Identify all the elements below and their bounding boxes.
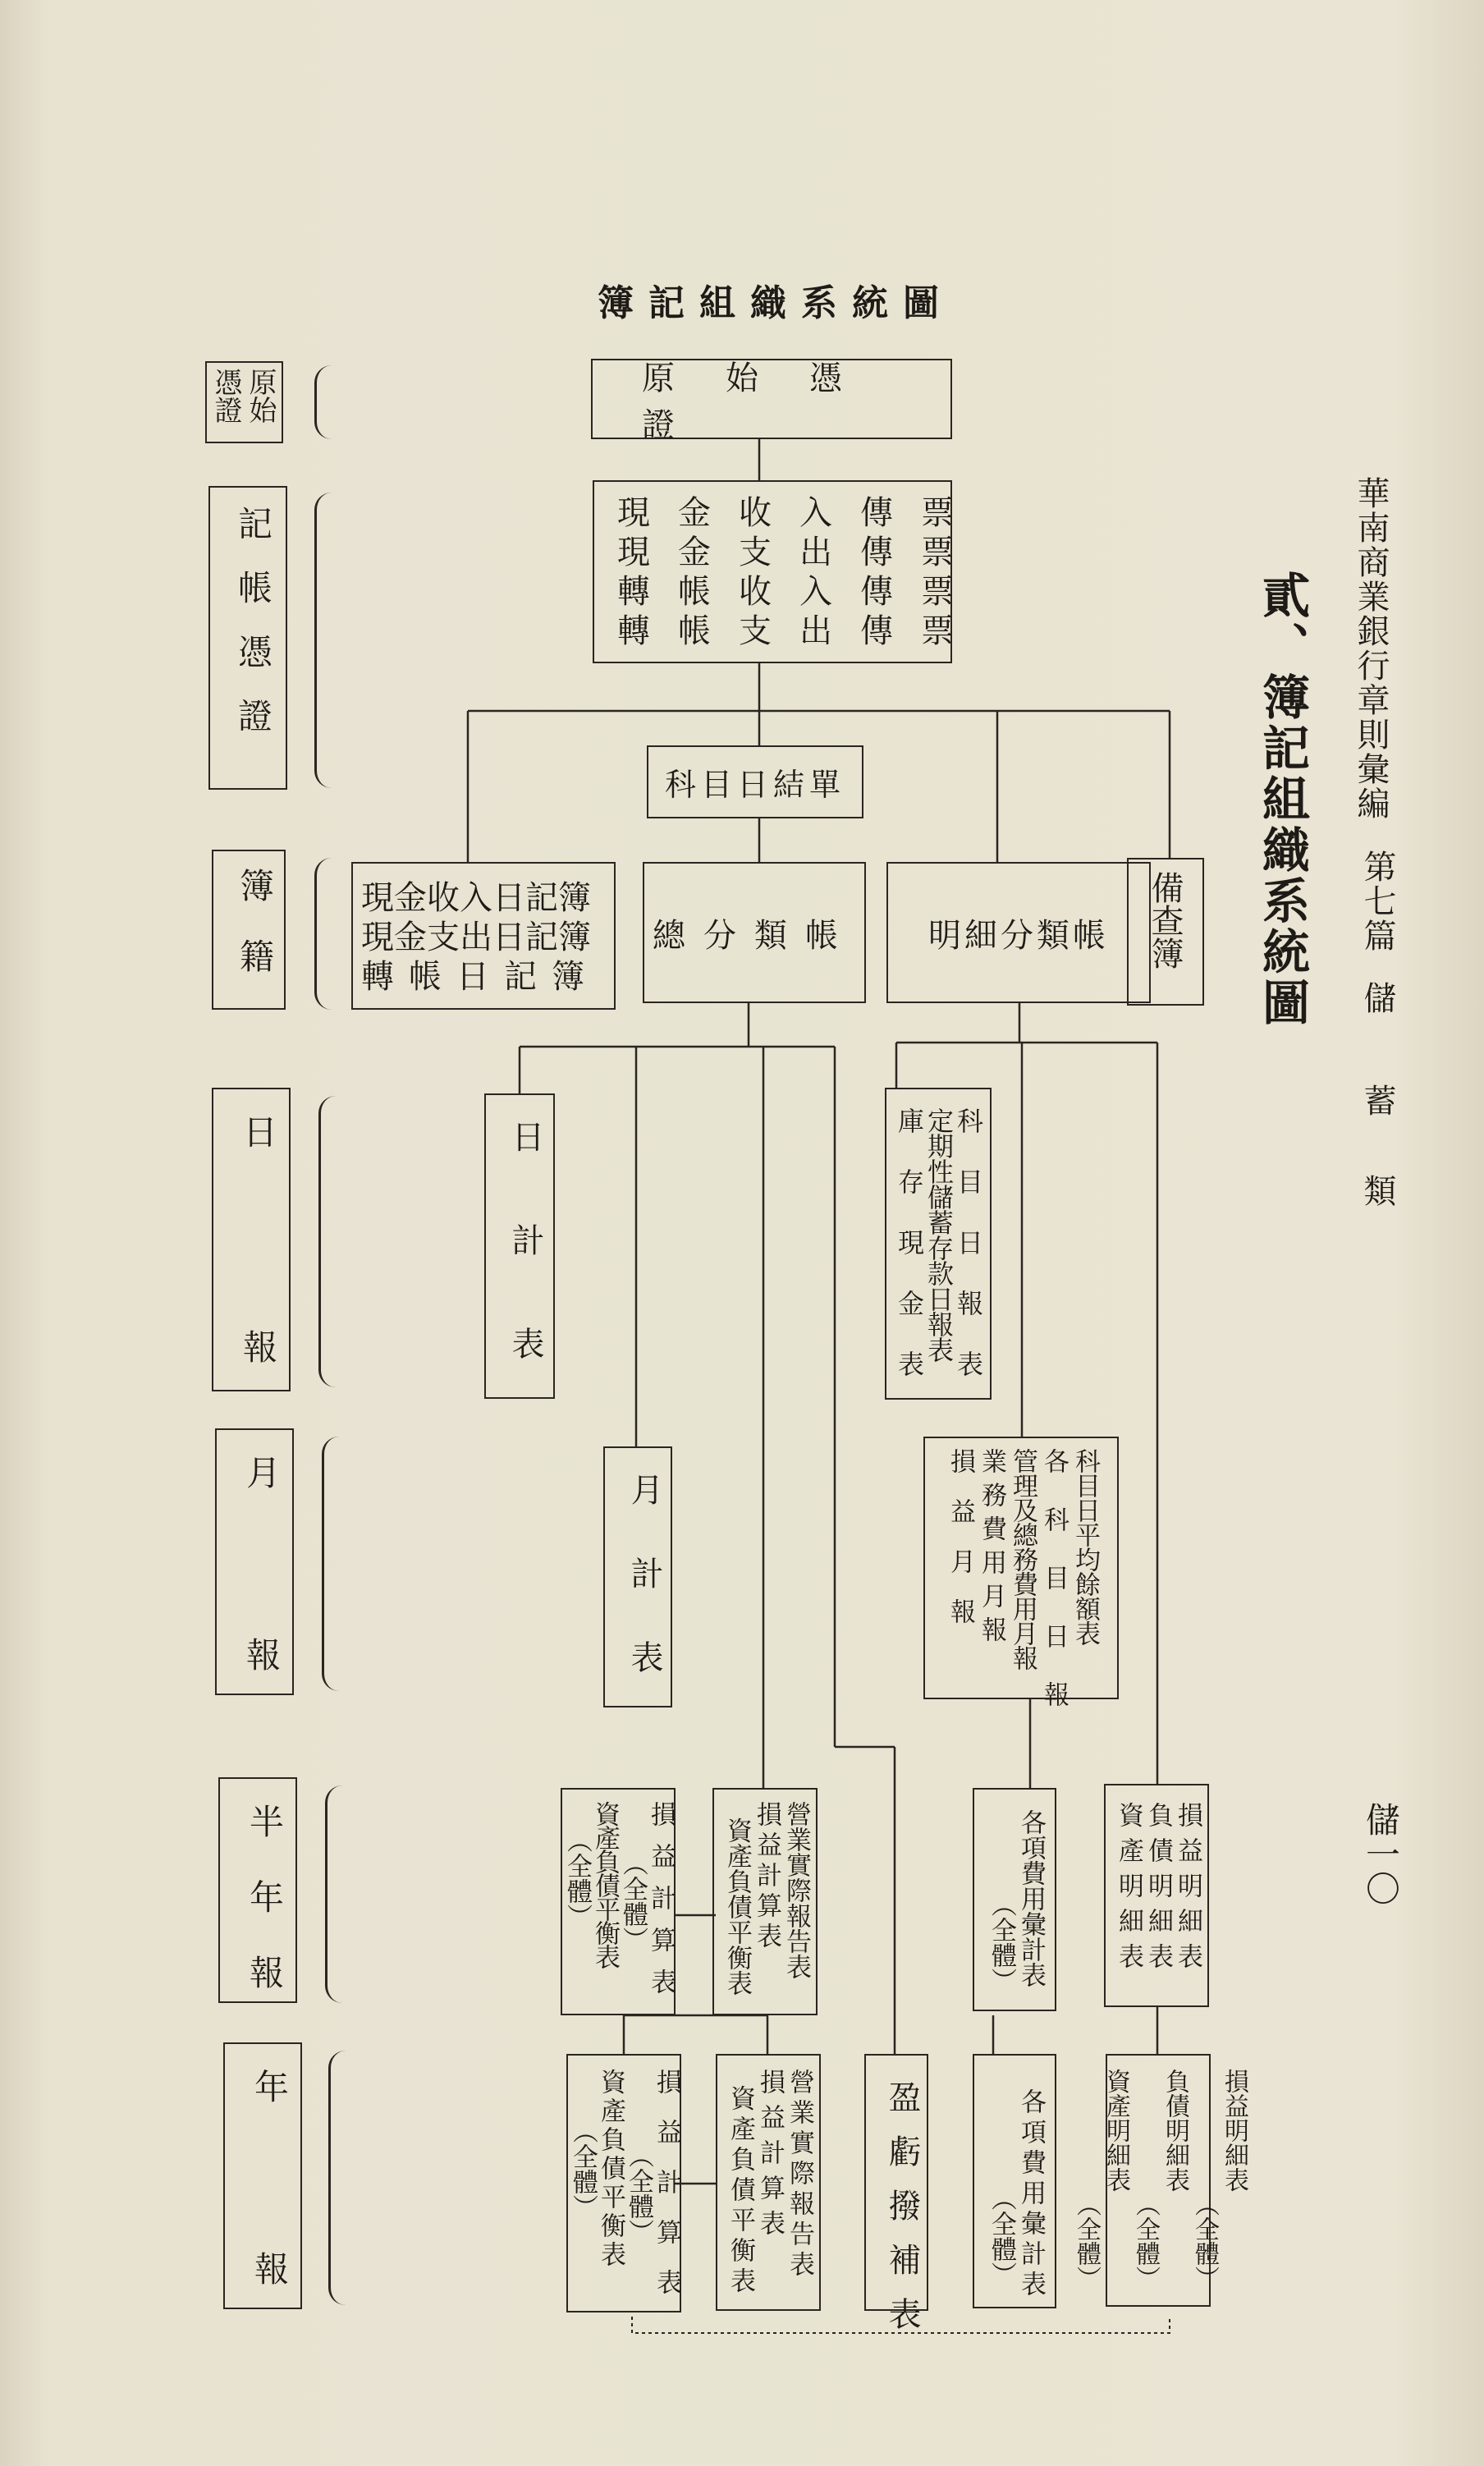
node-text-block bbox=[361, 878, 599, 997]
node-text: 明細分類帳 bbox=[928, 916, 1109, 955]
semi-expense-scope: （全體） bbox=[987, 1891, 1016, 1993]
annual-business-report: 營業實際報告表 bbox=[785, 2069, 814, 2281]
voucher-transfer-in: 轉帳收入傳票 bbox=[617, 573, 982, 611]
left-label-daily bbox=[212, 1088, 291, 1544]
bracket bbox=[314, 365, 332, 439]
left-label-text: 簿籍 bbox=[235, 868, 275, 1009]
category-char-2: 蓄 bbox=[1358, 1084, 1396, 1116]
report-pl-monthly: 損益月報 bbox=[946, 1448, 975, 1648]
node-text-block bbox=[890, 1107, 988, 1411]
node-text: 月計表 bbox=[625, 1473, 663, 1724]
node-text-block bbox=[1072, 2069, 1248, 2290]
semi-business-report: 營業實際報告表 bbox=[781, 1801, 811, 1979]
annual-pl-title: 損益計算表 bbox=[652, 2069, 681, 2319]
node-annual-detail bbox=[1072, 2054, 1248, 2307]
node-text-block bbox=[617, 493, 982, 651]
voucher-cash-out: 現金支出傳票 bbox=[617, 534, 982, 571]
bracket bbox=[322, 1437, 339, 1691]
node-semi-expense bbox=[973, 1788, 1056, 2011]
node-text-block bbox=[1109, 1802, 1207, 1978]
journal-transfer: 轉帳日記簿 bbox=[361, 958, 599, 996]
node-text: 原始憑證 bbox=[642, 360, 893, 444]
semi-pl-scope: （全體） bbox=[618, 1850, 648, 1952]
left-label-text: 月報 bbox=[241, 1455, 282, 1819]
left-label-text: 日報 bbox=[238, 1114, 278, 1544]
node-text-block bbox=[978, 1809, 1055, 1993]
bracket bbox=[318, 1096, 336, 1387]
part-label: 第七篇 bbox=[1358, 850, 1396, 953]
semi-expense-title: 各項費用彙計表 bbox=[1016, 1809, 1046, 1987]
node-text-block bbox=[564, 1801, 674, 2010]
annual-business-pl: 損益計算表 bbox=[755, 2069, 785, 2245]
node-text-block bbox=[721, 2069, 819, 2298]
node-monthly-table bbox=[603, 1446, 672, 1724]
annual-pl-detail-scope: （全體） bbox=[1190, 2192, 1219, 2290]
semi-bs-title: 資產負債平衡表 bbox=[590, 1801, 620, 1968]
journal-cash-out: 現金支出日記簿 bbox=[361, 919, 591, 956]
category-char-1: 儲 bbox=[1358, 981, 1396, 1014]
node-daily-reports bbox=[885, 1088, 992, 1411]
left-label-annual bbox=[223, 2042, 302, 2433]
node-memo-book bbox=[1127, 858, 1204, 1006]
report-subject-daily: 科目日報表 bbox=[953, 1107, 984, 1411]
category-char-3: 類 bbox=[1358, 1174, 1396, 1207]
semi-business-bs: 資產負債平衡表 bbox=[722, 1817, 752, 1996]
bracket bbox=[314, 858, 332, 1010]
page-number: 儲一〇 bbox=[1361, 1802, 1401, 1905]
node-text: 日計表 bbox=[506, 1120, 544, 1430]
node-daily-summary bbox=[647, 745, 863, 818]
annual-bs-scope: （全體） bbox=[568, 2118, 598, 2220]
node-semi-pl bbox=[561, 1788, 676, 2015]
semi-liability-detail: 負債明細表 bbox=[1143, 1802, 1173, 1978]
left-label-original-voucher bbox=[205, 361, 283, 443]
node-daily-table bbox=[484, 1093, 555, 1430]
left-label-books bbox=[212, 850, 286, 1010]
annual-bs-title: 資產負債平衡表 bbox=[596, 2069, 625, 2270]
node-semi-detail bbox=[1104, 1784, 1209, 2007]
report-subject-daily-2: 各科目日報 bbox=[1039, 1448, 1069, 1739]
book-title: 華南商業銀行章則彙編 bbox=[1352, 476, 1390, 821]
left-label-text: 年報 bbox=[250, 2069, 290, 2433]
node-accounting-vouchers bbox=[593, 480, 982, 663]
semi-asset-detail: 資產明細表 bbox=[1114, 1802, 1143, 1978]
voucher-transfer-out: 轉帳支出傳票 bbox=[617, 612, 982, 650]
semi-bs-scope: （全體） bbox=[562, 1827, 592, 1929]
report-cash-stock: 庫存現金表 bbox=[894, 1107, 925, 1411]
node-monthly-reports bbox=[923, 1437, 1119, 1739]
annual-asset-detail: 資產明細表 bbox=[1102, 2069, 1130, 2192]
left-label-text: 半年報 bbox=[245, 1804, 285, 2030]
semi-pl-detail: 損益明細表 bbox=[1173, 1802, 1202, 1978]
node-subsidiary-ledger bbox=[886, 862, 1151, 1003]
diagram-title: 簿記組織系統圖 bbox=[598, 282, 954, 324]
voucher-cash-in: 現金收入傳票 bbox=[617, 494, 982, 532]
node-general-ledger bbox=[643, 862, 866, 1003]
node-text: 總分類帳 bbox=[653, 916, 856, 955]
node-semi-business bbox=[712, 1788, 818, 2015]
node-text-block bbox=[717, 1801, 816, 1996]
report-avg-balance: 科目日平均餘額表 bbox=[1070, 1448, 1100, 1645]
node-surplus bbox=[864, 2054, 928, 2351]
node-annual-pl bbox=[566, 2054, 681, 2319]
node-journals bbox=[351, 862, 616, 1010]
report-savings-daily: 定期性儲蓄存款日報表 bbox=[923, 1107, 955, 1362]
section-title: 貳、簿記組織系統圖 bbox=[1254, 571, 1310, 1029]
annual-asset-detail-scope: （全體） bbox=[1072, 2192, 1101, 2290]
annual-liability-detail-scope: （全體） bbox=[1131, 2192, 1160, 2290]
left-label-text: 記帳憑證 bbox=[233, 506, 273, 762]
annual-pl-detail: 損益明細表 bbox=[1220, 2069, 1248, 2192]
bracket bbox=[325, 1785, 342, 2003]
left-label-monthly bbox=[215, 1428, 294, 1819]
node-text-block bbox=[978, 2088, 1055, 2301]
report-business-expense: 業務費用月報 bbox=[977, 1448, 1006, 1650]
left-label-vouchers bbox=[208, 486, 287, 790]
bracket bbox=[328, 2051, 346, 2305]
node-text: 科目日結單 bbox=[664, 767, 845, 803]
semi-business-pl: 損益計算表 bbox=[752, 1801, 781, 1953]
annual-expense-title: 各項費用彙計表 bbox=[1016, 2088, 1046, 2301]
node-text: 備查簿 bbox=[1146, 871, 1184, 969]
annual-expense-scope: （全體） bbox=[987, 2185, 1016, 2287]
annual-business-bs: 資產負債平衡表 bbox=[726, 2085, 755, 2298]
left-label-text: 原始憑證 bbox=[209, 368, 277, 424]
annual-liability-detail: 負債明細表 bbox=[1161, 2069, 1189, 2192]
bracket bbox=[314, 493, 332, 788]
node-text: 盈虧撥補表 bbox=[883, 2080, 921, 2351]
node-annual-business bbox=[716, 2054, 821, 2311]
report-admin-expense: 管理及總務費用月報 bbox=[1008, 1448, 1037, 1670]
annual-pl-scope: （全體） bbox=[624, 2143, 653, 2244]
node-text-block bbox=[930, 1448, 1115, 1739]
node-original-voucher bbox=[591, 359, 952, 444]
journal-cash-in: 現金收入日記簿 bbox=[361, 879, 591, 917]
node-annual-expense bbox=[973, 2054, 1056, 2308]
semi-pl-title: 損益計算表 bbox=[646, 1801, 676, 2010]
node-text-block bbox=[570, 2069, 680, 2319]
left-label-semiannual bbox=[218, 1777, 297, 2030]
